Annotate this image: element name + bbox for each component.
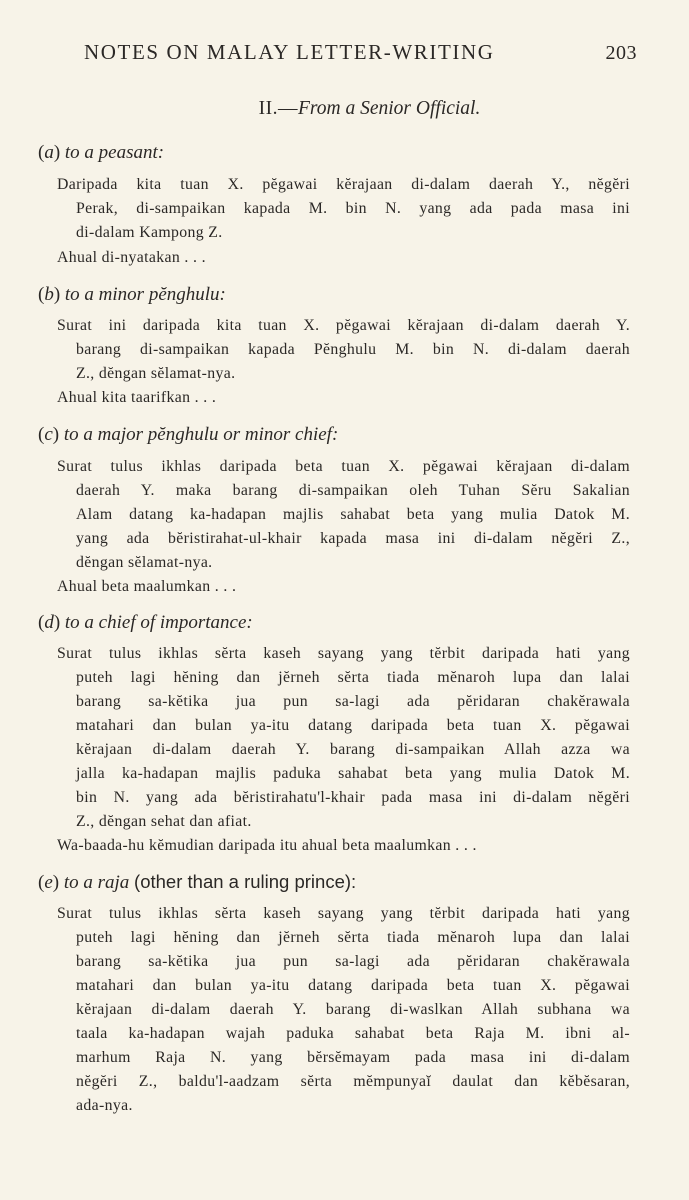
entry-heading: (c) to a major pĕnghulu or minor chief:: [38, 424, 339, 445]
entry-heading-text: to a peasant:: [64, 142, 165, 163]
entry-heading-text: to a chief of importance:: [64, 612, 253, 633]
text-line: taala ka-hadapan wajah paduka sahabat beta Raja M. ibni al-: [76, 1025, 630, 1042]
entry-label: d: [44, 612, 54, 633]
text-line: Perak, di-sampaikan kapada M. bin N. yang ada pada masa ini: [76, 200, 630, 217]
entry-heading-text: to a minor pĕnghulu:: [64, 284, 226, 305]
text-line: Alam datang ka-hadapan majlis sahabat beta yang mulia Datok M.: [76, 506, 630, 523]
closing-line: Ahual kita taarifkan . . .: [57, 389, 217, 406]
text-line: dĕngan sĕlamat-nya.: [76, 554, 213, 571]
running-title: NOTES ON MALAY LETTER-WRITING: [84, 40, 495, 64]
page-number: 203: [605, 42, 637, 64]
entry-label: c: [44, 424, 53, 445]
text-line: Z., dĕngan sehat dan afiat.: [76, 813, 252, 830]
closing-line: Ahual di-nyatakan . . .: [57, 249, 206, 266]
text-line: barang sa-kĕtika jua pun sa-lagi ada pĕridaran chakĕrawala: [76, 953, 630, 970]
text-line: Surat ini daripada kita tuan X. pĕgawai kĕrajaan di-dalam daerah Y.: [57, 317, 630, 334]
text-line: kĕrajaan di-dalam daerah Y. barang di-sampaikan Allah azza wa: [76, 741, 630, 758]
text-line: matahari dan bulan ya-itu datang daripada beta tuan X. pĕgawai: [76, 717, 630, 734]
text-line: barang di-sampaikan kapada Pĕnghulu M. bin N. di-dalam daerah: [76, 341, 630, 358]
entry-heading-note: (other than a ruling prince):: [134, 871, 357, 892]
entry-heading: (a) to a peasant:: [38, 142, 165, 163]
text-line: jalla ka-hadapan majlis paduka sahabat beta yang mulia Datok M.: [76, 765, 630, 782]
text-line: barang sa-kĕtika jua pun sa-lagi ada pĕridaran chakĕrawala: [76, 693, 630, 710]
text-line: Z., dĕngan sĕlamat-nya.: [76, 365, 236, 382]
text-line: marhum Raja N. yang bĕrsĕmayam pada masa ini di-dalam: [76, 1049, 630, 1066]
text-line: nĕgĕri Z., baldu'l-aadzam sĕrta mĕmpunyaĭ daulat dan kĕbĕsaran,: [76, 1073, 630, 1090]
text-line: di-dalam Kampong Z.: [76, 224, 223, 241]
running-head: [84, 40, 637, 65]
section-number: II.—: [258, 98, 298, 119]
entry-heading: (e) to a raja (other than a ruling prince):: [38, 871, 357, 893]
entry-label: b: [44, 284, 54, 305]
entry-heading-text: to a raja: [63, 872, 130, 893]
text-line: Surat tulus ikhlas sĕrta kaseh sayang yang tĕrbit daripada hati yang: [57, 645, 630, 662]
entry-heading-text: to a major pĕnghulu or minor chief:: [63, 424, 339, 445]
text-line: yang ada bĕristirahat-ul-khair kapada masa ini di-dalam nĕgĕri Z.,: [76, 530, 630, 547]
text-line: bin N. yang ada bĕristirahatu'l-khair pada masa ini di-dalam nĕgĕri: [76, 789, 630, 806]
text-line: Surat tulus ikhlas sĕrta kaseh sayang yang tĕrbit daripada hati yang: [57, 905, 630, 922]
text-line: daerah Y. maka barang di-sampaikan oleh Tuhan Sĕru Sakalian: [76, 482, 630, 499]
text-line: Surat tulus ikhlas daripada beta tuan X. pĕgawai kĕrajaan di-dalam: [57, 458, 630, 475]
text-line: puteh lagi hĕning dan jĕrneh sĕrta tiada mĕnaroh lupa dan lalai: [76, 929, 630, 946]
section-heading: [0, 98, 689, 120]
entry-heading: (b) to a minor pĕnghulu:: [38, 284, 226, 305]
entry-label: e: [44, 872, 53, 893]
text-line: puteh lagi hĕning dan jĕrneh sĕrta tiada mĕnaroh lupa dan lalai: [76, 669, 630, 686]
closing-line: Wa-baada-hu kĕmudian daripada itu ahual beta maalumkan . . .: [57, 837, 477, 854]
entry-label: a: [44, 142, 54, 163]
section-title: From a Senior Official.: [298, 98, 481, 119]
closing-line: Ahual beta maalumkan . . .: [57, 578, 237, 595]
text-line: matahari dan bulan ya-itu datang daripada beta tuan X. pĕgawai: [76, 977, 630, 994]
text-line: kĕrajaan di-dalam daerah Y. barang di-waslkan Allah subhana wa: [76, 1001, 630, 1018]
text-line: Daripada kita tuan X. pĕgawai kĕrajaan di-dalam daerah Y., nĕgĕri: [57, 176, 630, 193]
entry-heading: (d) to a chief of importance:: [38, 612, 253, 633]
text-line: ada-nya.: [76, 1097, 133, 1114]
